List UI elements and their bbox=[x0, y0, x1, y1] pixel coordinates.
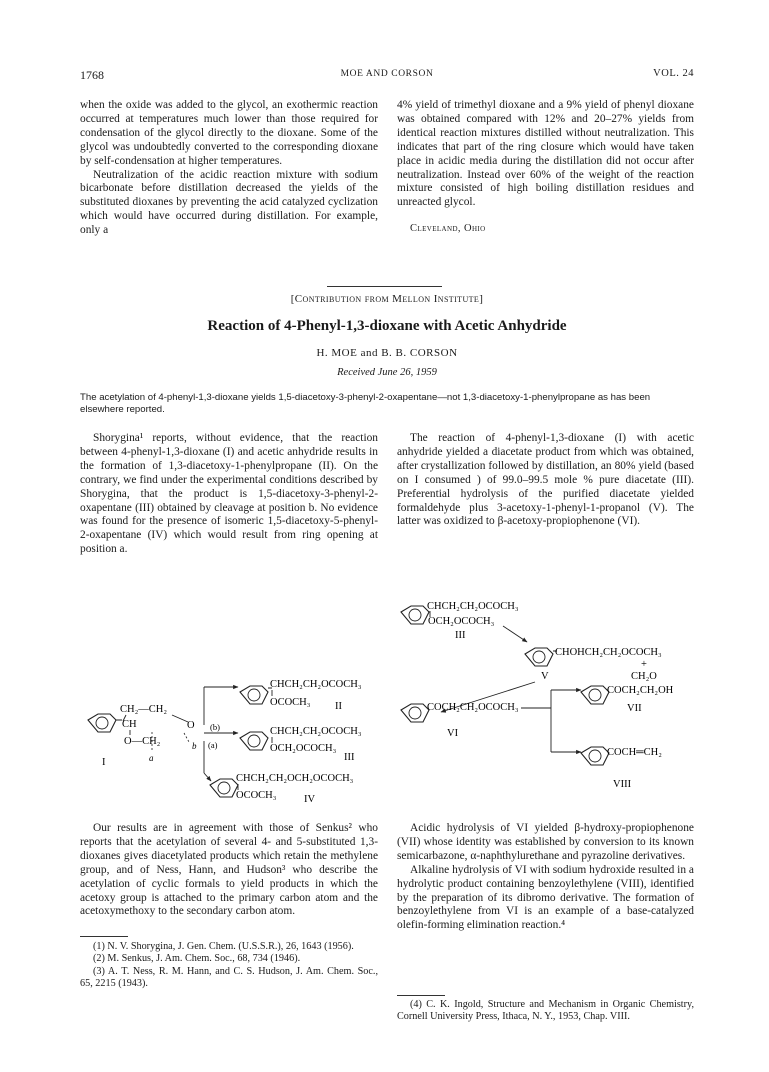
struct-label: COCH₂CH₂OCOCH₃ bbox=[427, 702, 519, 713]
struct-label: CH bbox=[122, 719, 137, 730]
reaction-scheme-left bbox=[80, 655, 380, 810]
compound-label: VIII bbox=[613, 779, 632, 790]
struct-label: OCH₂OCOCH₃ bbox=[270, 743, 337, 754]
struct-label: OCH₂OCOCH₃ bbox=[428, 616, 495, 627]
compound-label: I bbox=[102, 757, 106, 768]
struct-label: CHCH₂CH₂OCOCH₃ bbox=[270, 726, 362, 737]
benzene-ring-icon bbox=[240, 732, 268, 750]
struct-label: b bbox=[192, 741, 197, 751]
paragraph: Our results are in agreement with those of Senkus² who reports that the acetylation of several 4- and 5-substituted 1,3-dioxanes gives diacetylated products which retain the methylene group, and of Ness, Hann, and Hudson³ who describe the acetylation of cyclic formals to yield products in which the acetoxy group is attached to the primary carbon atom and the acetoxymethoxy to the secondary carbon atom. bbox=[80, 822, 378, 918]
footnotes-left bbox=[80, 941, 378, 990]
previous-article-right-column bbox=[397, 99, 694, 236]
compound-label: II bbox=[335, 701, 342, 712]
footnote: (3) A. T. Ness, R. M. Hann, and C. S. Hudson, J. Am. Chem. Soc., 65, 2215 (1943). bbox=[80, 965, 378, 989]
location-line: Cleveland, Ohio bbox=[410, 223, 486, 235]
paragraph: when the oxide was added to the glycol, an exothermic reaction occurred at temperatures much lower than those required for condensation of the glycol directly to the dioxane. Some of the glycol was undoubtedly converted to the corresponding dioxane by self-condensation at higher temperatures. bbox=[80, 99, 378, 167]
body-left-column-continued bbox=[80, 822, 378, 919]
struct-label: CHCH₂CH₂OCOCH₃ bbox=[427, 601, 519, 612]
paragraph: Alkaline hydrolysis of VI with sodium hydroxide resulted in a hydrolytic product containing benzoylethylene (VIII), identified by the preparation of its dibromo derivative. The formation of benzoylethylene from VI is an example of a base-catalyzed olefin-forming elimination reaction.⁴ bbox=[397, 863, 694, 932]
paragraph: Shorygina¹ reports, without evidence, that the reaction between 4-phenyl-1,3-dioxane (I) and acetic anhydride results in the formation of 1,3-diacetoxy-1-phenylpropane (II). On the contrary, we find under the experimental conditions described by Shorygina, that the product is 1,5-diacetoxy-3-phenyl-2-oxapentane (III) obtained by cleavage at position b. No evidence was found for the presence of isomeric 1,5-diacetoxy-5-phenyl-2-oxapentane (IV) which would result from ring opening at position a. bbox=[80, 432, 378, 556]
reaction-scheme-right bbox=[395, 598, 695, 803]
previous-article-left-column bbox=[80, 99, 378, 238]
struct-label: OCOCH₃ bbox=[236, 790, 277, 801]
struct-label: CHCH₂CH₂OCH₂OCOCH₃ bbox=[236, 773, 354, 784]
benzene-ring-icon bbox=[581, 747, 609, 765]
struct-label: + bbox=[641, 659, 647, 670]
compound-label: III bbox=[455, 630, 466, 641]
struct-label: COCH═CH₂ bbox=[607, 747, 662, 758]
article-title: Reaction of 4-Phenyl-1,3-dioxane with Acetic Anhydride bbox=[207, 318, 567, 334]
struct-label: CH₂—CH₂ bbox=[120, 704, 167, 715]
footnote: (1) N. V. Shorygina, J. Gen. Chem. (U.S.S.R.), 26, 1643 (1956). bbox=[93, 941, 354, 952]
benzene-ring-icon bbox=[401, 704, 429, 722]
abstract: The acetylation of 4-phenyl-1,3-dioxane yields 1,5-diacetoxy-3-phenyl-2-oxapentane—not 1,3-diacetoxy-1-phenylpropane as has been elsewhere reported. bbox=[80, 392, 651, 415]
article-authors: H. MOE and B. B. CORSON bbox=[316, 347, 458, 359]
benzene-ring-icon bbox=[525, 648, 553, 666]
compound-label: VI bbox=[447, 728, 459, 739]
struct-label: a bbox=[149, 753, 154, 763]
struct-label: CHOHCH₂CH₂OCOCH₃ bbox=[555, 647, 662, 658]
struct-label: O—CH₂ bbox=[124, 736, 161, 747]
running-header bbox=[80, 68, 694, 84]
compound-label: VII bbox=[627, 703, 642, 714]
body-right-column-continued bbox=[397, 822, 694, 933]
struct-label: OCOCH₃ bbox=[270, 697, 311, 708]
benzene-ring-icon bbox=[581, 686, 609, 704]
footnote-rule bbox=[80, 936, 128, 937]
benzene-ring-icon bbox=[240, 686, 268, 704]
paragraph: Neutralization of the acidic reaction mixture with sodium bicarbonate before distillation decreased the yields of the substituted dioxanes by preventing the acid catalyzed cyclization which would have occurred during distillation. For example, only a bbox=[80, 168, 378, 237]
struct-label: CH₂O bbox=[631, 671, 657, 682]
paragraph: 4% yield of trimethyl dioxane and a 9% yield of phenyl dioxane was obtained compared with 12% and 20–27% yields from identical reaction mixtures distilled without neutralization. This indicates that part of the ring closure which would have taken place in acidic media during the distillation did not occur after neutralization. Instead over 60% of the weight of the reaction mixture consisted of high boiling distillation residues and unreacted glycol. bbox=[397, 99, 694, 209]
compound-label: III bbox=[344, 752, 355, 763]
volume-label: VOL. 24 bbox=[653, 68, 694, 79]
body-left-column bbox=[80, 432, 378, 557]
footnote: (4) C. K. Ingold, Structure and Mechanism in Organic Chemistry, Cornell University Press, Ithaca, N. Y., 1953, Chap. VIII. bbox=[397, 999, 694, 1023]
struct-label: COCH₂CH₂OH bbox=[607, 685, 674, 696]
footnote: (2) M. Senkus, J. Am. Chem. Soc., 68, 734 (1946). bbox=[93, 953, 301, 965]
benzene-ring-icon bbox=[88, 714, 116, 732]
contribution-line: [Contribution from Mellon Institute] bbox=[290, 293, 484, 305]
running-title: MOE AND CORSON bbox=[340, 69, 434, 79]
footnotes-right bbox=[397, 999, 694, 1024]
footnote-rule bbox=[397, 995, 445, 996]
compound-label: IV bbox=[304, 794, 316, 805]
paragraph: Acidic hydrolysis of VI yielded β-hydroxy-propiophenone (VII) whose identity was established by conversion to its known semicarbazone, α-naphthylurethane and pyrazoline derivatives. bbox=[397, 822, 694, 862]
page-number: 1768 bbox=[80, 68, 104, 82]
benzene-ring-icon bbox=[401, 606, 429, 624]
paragraph: The reaction of 4-phenyl-1,3-dioxane (I) with acetic anhydride yielded a diacetate product from which was obtained, after crystallization followed by distillation, an 80% yield (based on I consumed ) of 99.0–99.5 mole % pure diacetate (III). Preferential hydrolysis of the purified diacetate yielded formaldehyde plus 3-acetoxy-1-phenyl-1-propanol (V). The latter was oxidized to β-acetoxy-propiophenone (VI). bbox=[397, 432, 694, 528]
benzene-ring-icon bbox=[210, 779, 238, 797]
struct-label: (a) bbox=[208, 740, 218, 750]
body-right-column bbox=[397, 432, 694, 529]
section-divider bbox=[327, 286, 442, 287]
compound-label: V bbox=[541, 671, 549, 682]
struct-label: (b) bbox=[210, 722, 220, 732]
struct-label: O bbox=[187, 720, 195, 731]
struct-label: CHCH₂CH₂OCOCH₃ bbox=[270, 679, 362, 690]
received-date: Received June 26, 1959 bbox=[337, 367, 437, 378]
